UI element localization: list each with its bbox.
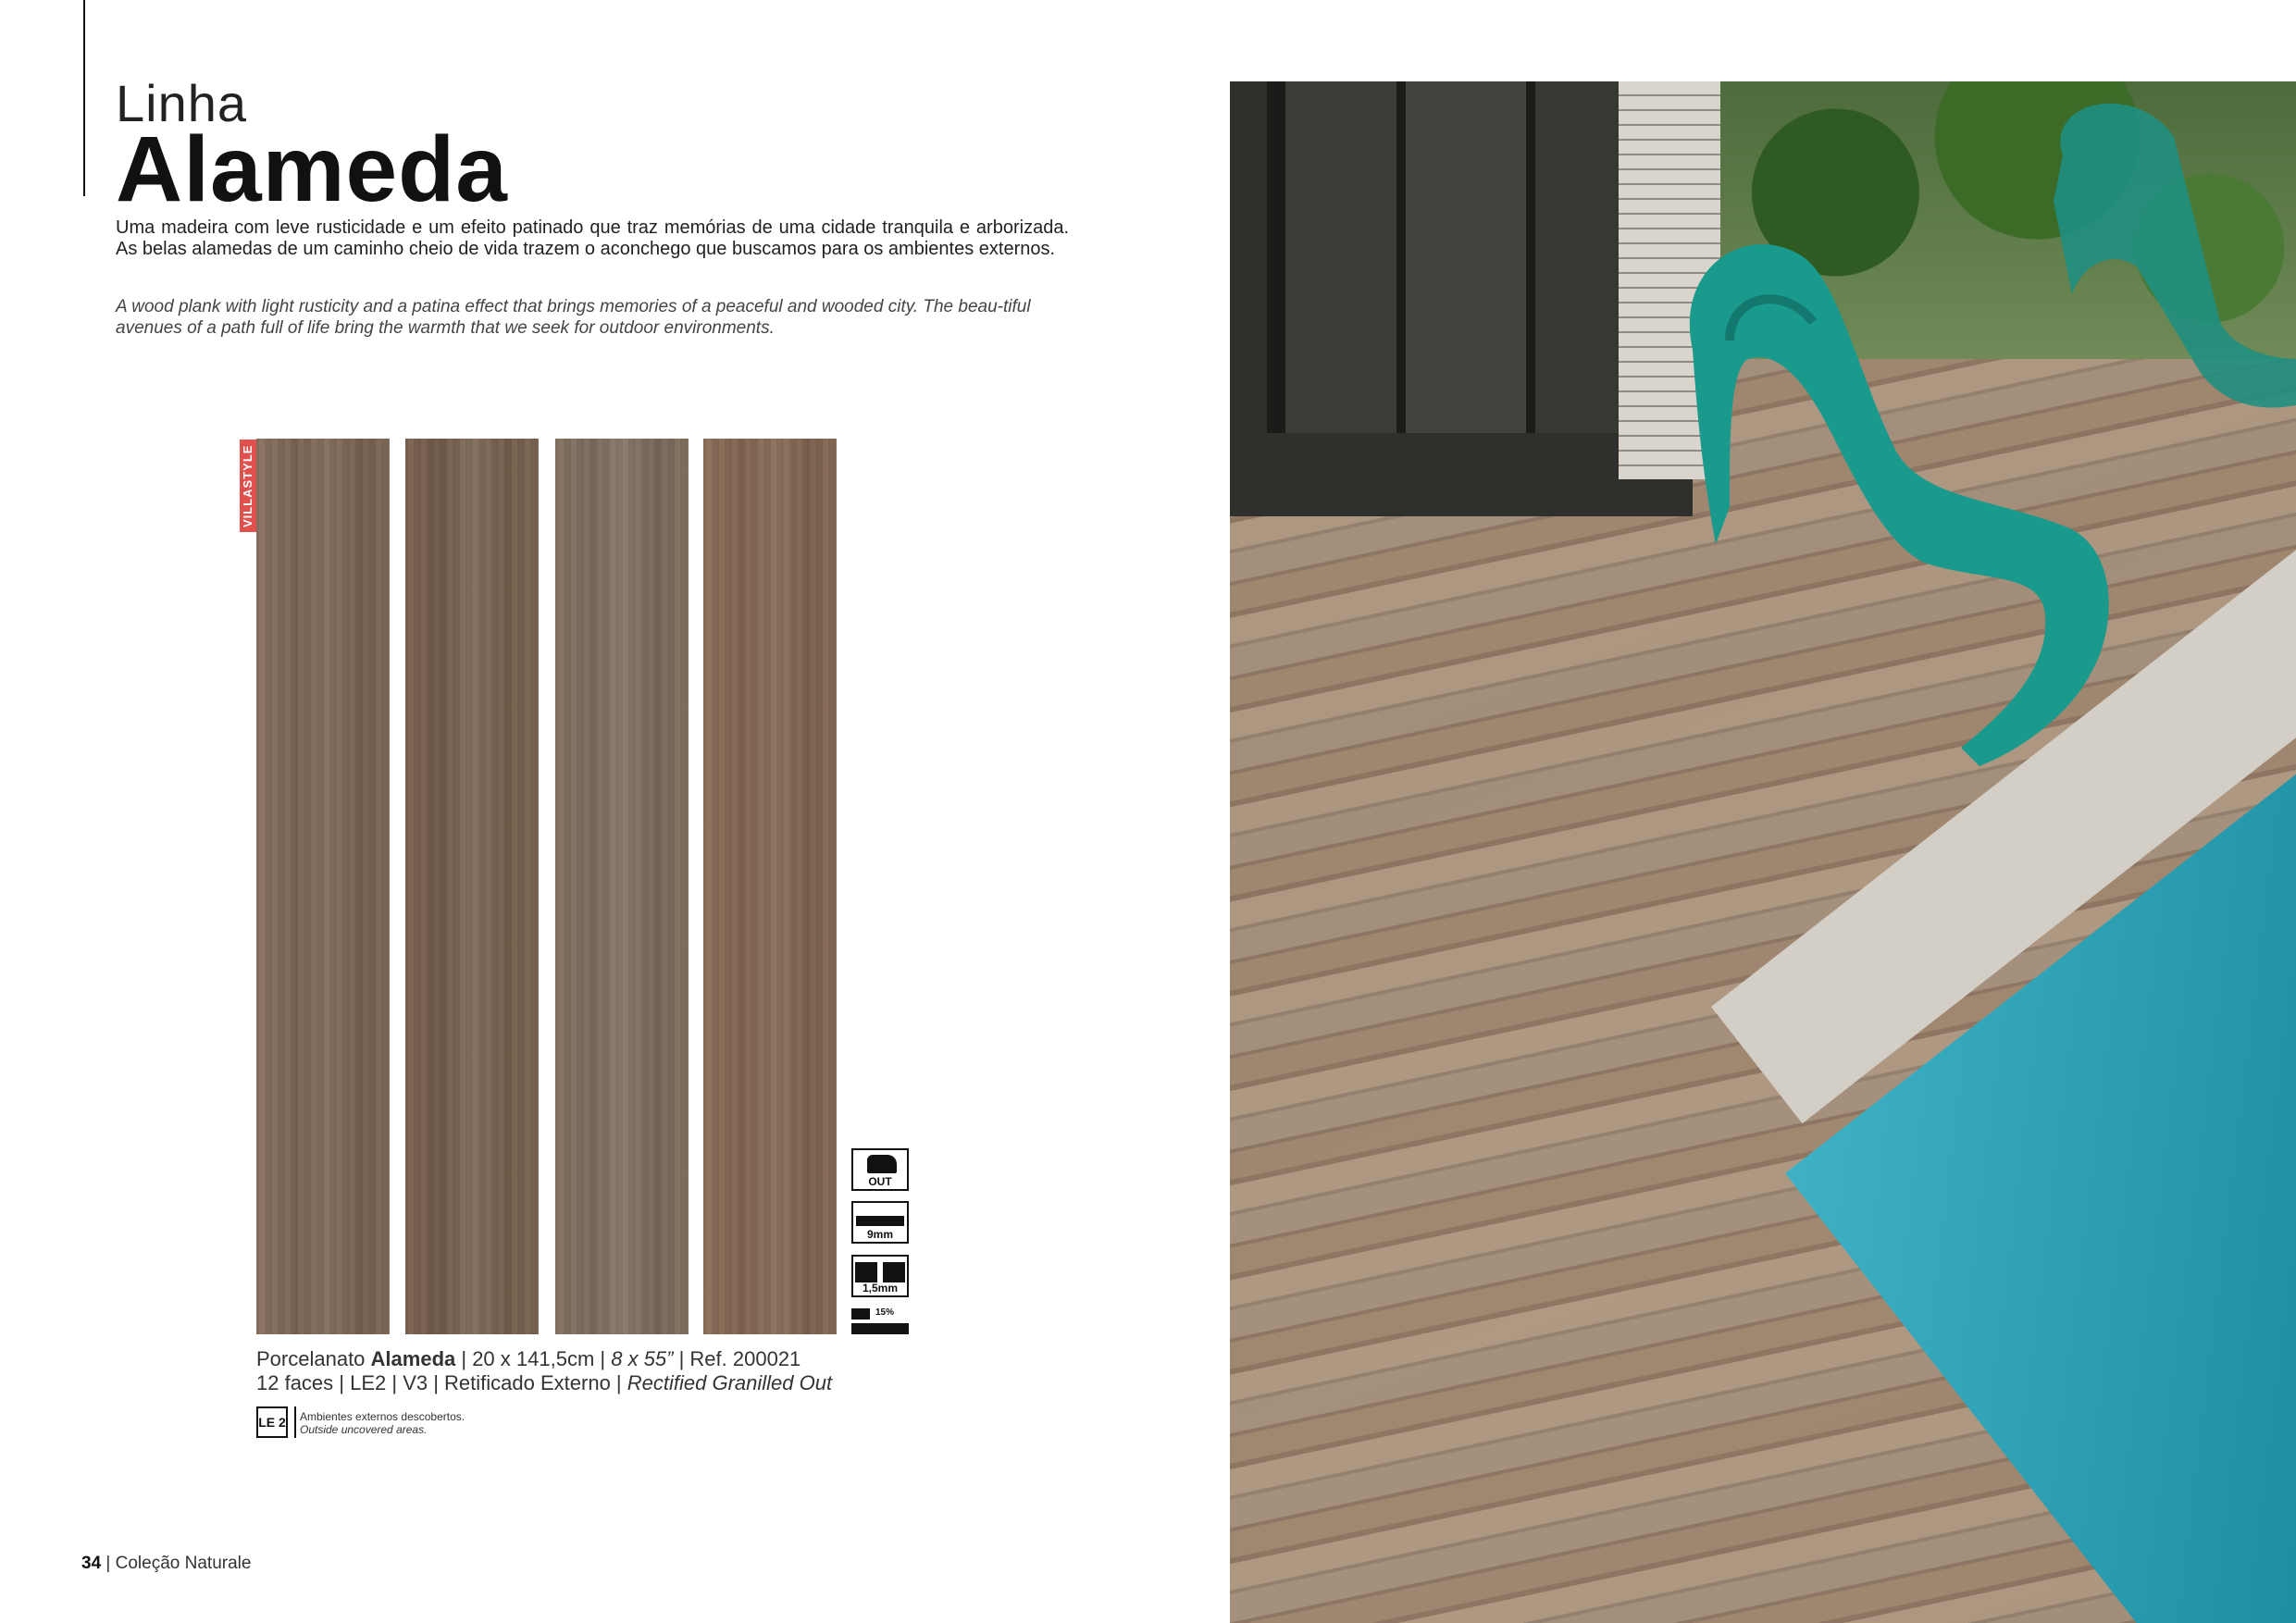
product-name: Alameda bbox=[370, 1347, 456, 1370]
outdoor-label: OUT bbox=[868, 1175, 892, 1188]
spec-imperial: 8 x 55” bbox=[611, 1347, 674, 1370]
spec-size: | 20 x 141,5cm | bbox=[455, 1347, 612, 1370]
collection-name: | Coleção Naturale bbox=[101, 1554, 252, 1573]
slope-icon bbox=[851, 1307, 909, 1334]
title-accent-line bbox=[83, 0, 85, 196]
thickness-bar bbox=[856, 1216, 904, 1226]
page-title: Alameda bbox=[116, 118, 508, 221]
spec-prefix: Porcelanato bbox=[256, 1347, 371, 1370]
joint-square-left bbox=[855, 1262, 877, 1282]
joint-icon bbox=[851, 1255, 909, 1297]
slope-bar bbox=[851, 1323, 909, 1334]
slope-label: 15% bbox=[875, 1307, 895, 1318]
le-badge: LE 2 bbox=[256, 1406, 288, 1438]
outdoor-icon bbox=[851, 1148, 909, 1191]
product-spec-line-2 bbox=[256, 1371, 832, 1395]
thickness-label: 9mm bbox=[866, 1228, 893, 1241]
lounge-chair-front bbox=[1674, 192, 2155, 766]
spec-finish: Rectified Granilled Out bbox=[627, 1371, 833, 1394]
tile-face-3 bbox=[555, 439, 689, 1334]
description-en: A wood plank with light rusticity and a patina effect that brings memories of a peaceful and wooded city. The beau-tiful avenues of a path full of life bring the warmth that we seek for outdoor environments. bbox=[116, 297, 1031, 338]
tile-face-4 bbox=[703, 439, 837, 1334]
tile-face-1 bbox=[256, 439, 390, 1334]
description-pt: Uma madeira com leve rusticidade e um efeito patinado que traz memórias de uma cidade tranquila e arborizada. As belas alamedas de um caminho cheio de vida trazem o aconchego que buscamos para os ambientes externos. bbox=[116, 217, 1069, 259]
spec-ref: | Ref. 200021 bbox=[673, 1347, 801, 1370]
glass-doors bbox=[1267, 81, 1674, 433]
tile-face-2 bbox=[405, 439, 539, 1334]
joint-square-right bbox=[883, 1262, 905, 1282]
title-line: Linha bbox=[116, 74, 248, 132]
slope-square bbox=[851, 1308, 870, 1319]
le-text-en: Outside uncovered areas. bbox=[300, 1423, 428, 1436]
joint-label: 1,5mm bbox=[853, 1282, 907, 1295]
product-spec-line-1 bbox=[256, 1347, 800, 1371]
spec-details: 12 faces | LE2 | V3 | Retificado Externo | bbox=[256, 1371, 627, 1394]
footer-left bbox=[81, 1554, 251, 1574]
brand-tag: VILLASTYLE bbox=[240, 440, 256, 532]
shoe-icon bbox=[867, 1155, 897, 1173]
thickness-icon bbox=[851, 1201, 909, 1244]
page-number-left: 34 bbox=[81, 1554, 102, 1573]
le-divider bbox=[294, 1406, 296, 1438]
le-text-pt: Ambientes externos descobertos. bbox=[300, 1410, 465, 1423]
ambient-photo bbox=[1230, 81, 2296, 1623]
